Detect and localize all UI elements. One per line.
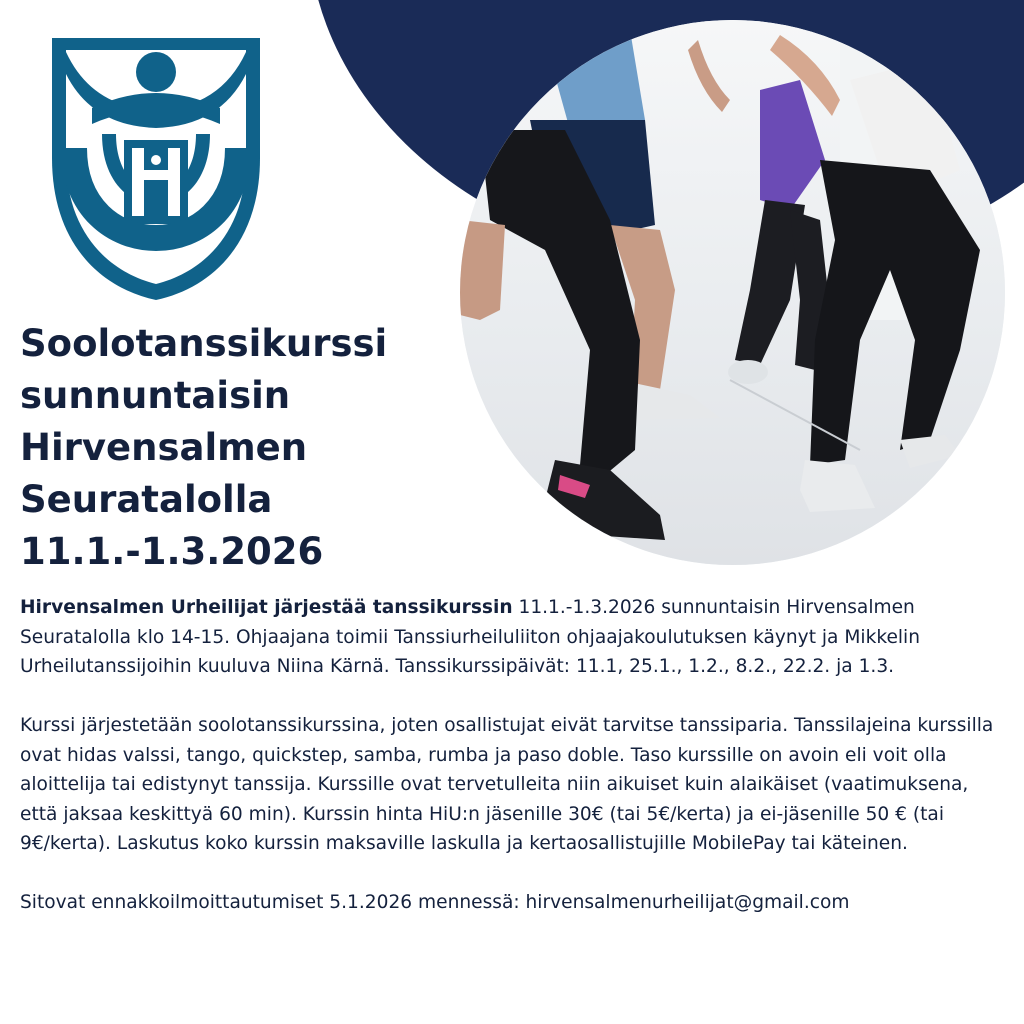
title-line: sunnuntaisin [20,374,291,417]
course-description [20,593,1010,918]
registration-paragraph: Sitovat ennakkoilmoittautumiset 5.1.2026 mennessä: hirvensalmenurheilijat@gmail.com [20,892,850,913]
dancers-photo [460,20,1005,565]
title-line: Soolotanssikurssi [20,322,388,365]
title-line: Seuratalolla [20,478,273,521]
intro-text: 11.1.-1.3.2026 sunnuntaisin Hirvensalmen Seuratalolla klo 14-15. Ohjaajana toimii Tanssiurheiluliiton ohjaajakoulutuksen käynyt ja Mikkelin Urheilutanssijoihin kuuluva Niina Kärnä. Tanssikurssipäivät: 11.1, 25.1., 1.2., 8.2., 22.2. ja 1.3. [20,597,920,677]
intro-paragraph [20,593,1010,682]
title-line: 11.1.-1.3.2026 [20,530,324,573]
title-line: Hirvensalmen [20,426,308,469]
hiu-club-logo [52,38,260,300]
details-paragraph: Kurssi järjestetään soolotanssikurssina, joten osallistujat eivät tarvitse tanssiparia. Tanssilajeina kurssilla ovat hidas valssi, tango, quickstep, samba, rumba ja paso doble. Taso kurssille on avoin eli voit olla aloittelija tai edistynyt tanssija. Kurssille ovat tervetulleita niin aikuiset kuin alaikäiset (vaatimuksena, että jaksaa keskittyä 60 min). Kurssin hinta HiU:n jäsenille 30€ (tai 5€/kerta) ja ei-jäsenille 50 € (tai 9€/kerta). Laskutus koko kurssin maksaville laskulla ja kertaosallistujille MobilePay tai käteinen. [20,715,994,854]
intro-bold-text: Hirvensalmen Urheilijat järjestää tanssikurssin [20,597,513,618]
course-title [20,318,440,578]
